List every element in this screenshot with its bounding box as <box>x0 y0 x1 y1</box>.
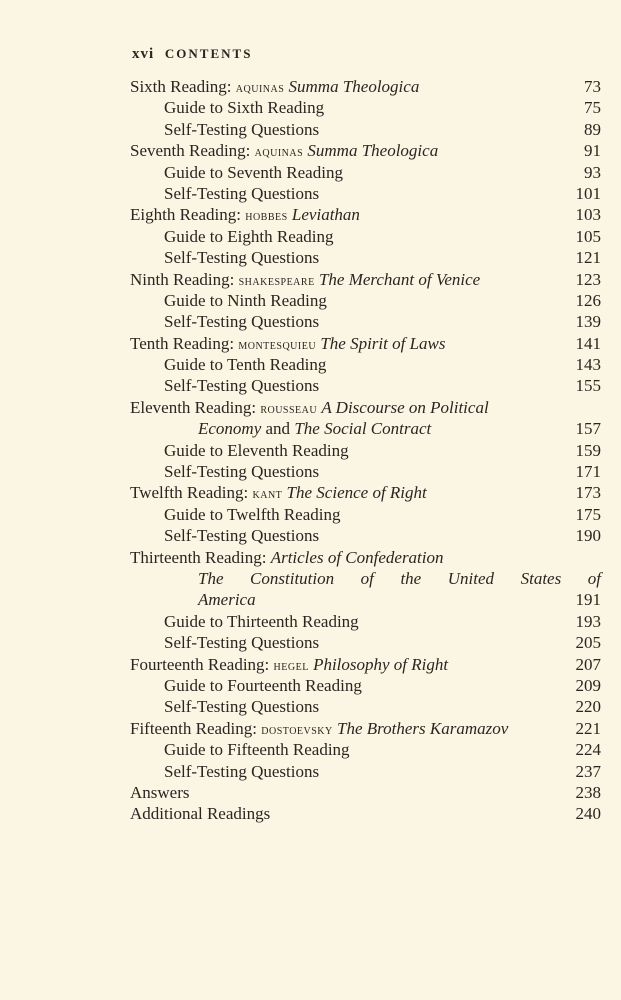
toc-entry-page: 209 <box>575 675 601 695</box>
toc-entry-page: 155 <box>575 376 601 396</box>
toc-entry-label: Guide to Seventh Reading <box>164 162 343 182</box>
toc-entry-work: Summa Theologica <box>307 141 439 161</box>
toc-entry <box>0 632 621 653</box>
toc-entry-text <box>164 440 349 461</box>
toc-entry-text <box>130 269 480 292</box>
toc-entry <box>0 119 621 140</box>
toc-entry-page: 237 <box>575 761 601 781</box>
toc-entry-label: Guide to Thirteenth Reading <box>164 611 359 631</box>
toc-entry-author: hegel <box>273 658 309 674</box>
toc-entry <box>0 675 621 696</box>
toc-entry-author: shakespeare <box>238 273 315 289</box>
toc-entry-work: Philosophy of Right <box>313 654 449 674</box>
toc-entry-page: 240 <box>575 804 601 824</box>
page-number: xvi <box>132 46 155 62</box>
toc-entry-text <box>130 718 508 741</box>
toc-entry-label: Self-Testing Questions <box>164 761 320 781</box>
toc-entry-text <box>164 761 319 782</box>
toc-entry <box>0 375 621 396</box>
toc-entry-page: 157 <box>575 419 601 439</box>
toc-entry-work: America <box>198 590 256 610</box>
toc-entry <box>0 97 621 118</box>
toc-entry-text <box>164 119 319 140</box>
toc-entry <box>0 482 621 503</box>
toc-entry <box>0 418 621 439</box>
toc-entry <box>0 333 621 354</box>
toc-entry-page: 207 <box>575 654 601 674</box>
toc-entry-author: rousseau <box>260 401 318 417</box>
toc-entry-text <box>130 204 360 227</box>
toc-entry-work: The Spirit of Laws <box>320 333 446 353</box>
toc-entry-text <box>164 183 319 204</box>
toc-entry-text <box>164 504 341 525</box>
toc-entry-page: 191 <box>575 590 601 610</box>
toc-entry-text <box>130 654 448 677</box>
toc-entry-page: 193 <box>575 611 601 631</box>
toc-entry-text <box>130 397 489 420</box>
toc-entry-work: The Social Contract <box>294 419 432 439</box>
toc-entry-label: Self-Testing Questions <box>164 697 320 717</box>
toc-entry <box>0 354 621 375</box>
toc-entry-page: 126 <box>575 290 601 310</box>
toc-entry-label: Self-Testing Questions <box>164 248 320 268</box>
toc-entry <box>0 568 621 589</box>
toc-entry <box>0 461 621 482</box>
toc-entry-label: Self-Testing Questions <box>164 633 320 653</box>
toc-entry-text <box>130 482 427 505</box>
toc-entry-work: Leviathan <box>291 205 360 225</box>
toc-entry-label: Sixth Reading: <box>130 77 232 96</box>
toc-entry-label: Thirteenth Reading: <box>130 547 267 567</box>
toc-entry-work: The Brothers Karamazov <box>337 718 509 738</box>
toc-entry-label: Guide to Sixth Reading <box>164 98 325 118</box>
toc-entry-text <box>164 226 334 247</box>
toc-entry-text <box>164 97 324 118</box>
toc-entry-label: Twelfth Reading: <box>130 483 249 503</box>
toc-entry-page: 159 <box>575 440 601 460</box>
toc-entry-page: 220 <box>575 697 601 717</box>
toc-entry <box>0 290 621 311</box>
toc-entry-page: 139 <box>575 312 601 332</box>
toc-entry <box>0 140 621 161</box>
toc-entry <box>0 803 621 824</box>
toc-entry-text <box>130 803 270 824</box>
toc-entry <box>0 440 621 461</box>
toc-entry-page: 143 <box>575 355 601 375</box>
toc-entry <box>0 76 621 97</box>
toc-entry <box>0 611 621 632</box>
toc-entry-label: Seventh Reading: <box>130 141 251 161</box>
toc-entry-text <box>164 247 319 268</box>
toc-entry-author: kant <box>252 487 283 503</box>
toc-entry <box>0 397 621 418</box>
toc-entry-page: 171 <box>575 462 601 482</box>
toc-entry-page: 73 <box>584 77 601 96</box>
toc-entry-page: 103 <box>575 205 601 225</box>
toc-entry-page: 91 <box>584 141 601 161</box>
toc-entry-page: 238 <box>575 782 601 802</box>
toc-entry-label: Self-Testing Questions <box>164 376 320 396</box>
toc-entry-work: The Science of Right <box>286 483 427 503</box>
toc-entry-connector: and <box>265 419 291 439</box>
toc-entry <box>0 162 621 183</box>
toc-entry-text <box>130 76 419 99</box>
toc-entry-label: Guide to Twelfth Reading <box>164 504 341 524</box>
toc-entry-text <box>164 290 327 311</box>
toc-entry-label: Eighth Reading: <box>130 205 241 225</box>
toc-entry <box>0 525 621 546</box>
toc-entry-label: Guide to Eleventh Reading <box>164 440 349 460</box>
toc-entry-author: hobbes <box>245 209 288 225</box>
toc-entry-label: Self-Testing Questions <box>164 119 320 139</box>
toc-entry-page: 101 <box>575 183 601 203</box>
toc-entry-label: Guide to Fifteenth Reading <box>164 740 350 760</box>
toc-entry-page: 224 <box>575 740 601 760</box>
toc-entry-text <box>164 632 319 653</box>
toc-entry <box>0 718 621 739</box>
toc-entry <box>0 547 621 568</box>
toc-entry-text <box>164 354 326 375</box>
toc-entry <box>0 269 621 290</box>
toc-entry-text <box>198 418 431 439</box>
toc-entry-work: The Merchant of Venice <box>318 269 481 289</box>
toc-entry-label: Self-Testing Questions <box>164 462 320 482</box>
toc-entry-text <box>130 333 445 356</box>
toc-entry-text <box>164 696 319 717</box>
toc-entry-label: Fifteenth Reading: <box>130 718 258 738</box>
toc-entry-work: A Discourse on Political <box>321 397 489 417</box>
toc-entry-author: dostoevsky <box>261 722 333 738</box>
toc-entry-work: Economy <box>198 419 262 439</box>
toc-entry-label: Self-Testing Questions <box>164 183 320 203</box>
toc-entry-page: 141 <box>575 333 601 353</box>
toc-entry-text <box>198 568 601 589</box>
toc-entry-page: 173 <box>575 483 601 503</box>
toc-entry-label: Guide to Eighth Reading <box>164 226 334 246</box>
toc-entry-label: Answers <box>130 782 190 802</box>
toc-entry-text <box>164 375 319 396</box>
toc-entry-author: aquinas <box>254 145 304 161</box>
toc-entry-page: 205 <box>575 633 601 653</box>
toc-entry <box>0 226 621 247</box>
toc-entry-text <box>164 525 319 546</box>
toc-entry-page: 175 <box>575 504 601 524</box>
toc-entry <box>0 739 621 760</box>
toc-entry-page: 123 <box>575 269 601 289</box>
toc-entry-label: Guide to Fourteenth Reading <box>164 675 362 695</box>
toc-entry-label: Tenth Reading: <box>130 333 235 353</box>
toc-entry-page: 89 <box>584 119 601 139</box>
toc-entry-label: Fourteenth Reading: <box>130 654 270 674</box>
page-title: CONTENTS <box>164 46 253 61</box>
toc-entry <box>0 183 621 204</box>
toc-entry-text <box>130 547 444 568</box>
toc-entry-text <box>198 589 256 610</box>
toc-entry-text <box>164 162 343 183</box>
toc-entry <box>0 311 621 332</box>
toc-entry-text <box>164 461 319 482</box>
toc-entry-page: 93 <box>584 162 601 182</box>
toc-entry-label: Eleventh Reading: <box>130 397 257 417</box>
toc-entry <box>0 761 621 782</box>
toc-entry-work: The Constitution of the United States of <box>198 568 601 588</box>
toc-entry <box>0 204 621 225</box>
toc-entry <box>0 504 621 525</box>
toc-entry-label: Self-Testing Questions <box>164 526 320 546</box>
toc-entry-author: aquinas <box>235 81 285 96</box>
toc-entry-text <box>130 140 438 163</box>
toc-entry-page: 75 <box>584 98 601 118</box>
toc-entry <box>0 247 621 268</box>
toc-entry-text <box>164 611 359 632</box>
toc-entry-page: 121 <box>575 248 601 268</box>
toc-entry-text <box>164 675 362 696</box>
toc-entry-label: Guide to Ninth Reading <box>164 290 327 310</box>
table-of-contents <box>0 76 621 825</box>
toc-entry <box>0 654 621 675</box>
toc-entry-work: Summa Theologica <box>288 77 420 96</box>
toc-entry-page: 221 <box>575 718 601 738</box>
toc-entry-label: Additional Readings <box>130 804 271 824</box>
toc-entry-label: Guide to Tenth Reading <box>164 355 327 375</box>
running-header <box>132 46 252 63</box>
toc-entry-text <box>164 739 350 760</box>
toc-entry-page: 190 <box>575 526 601 546</box>
toc-entry-label: Self-Testing Questions <box>164 312 320 332</box>
toc-entry-text <box>130 782 190 803</box>
toc-entry-text <box>164 311 319 332</box>
toc-entry <box>0 782 621 803</box>
toc-entry-work: Articles of Confederation <box>270 547 444 567</box>
toc-entry-label: Ninth Reading: <box>130 269 235 289</box>
toc-entry-page: 105 <box>575 226 601 246</box>
toc-entry <box>0 589 621 610</box>
toc-entry-author: montesquieu <box>238 337 317 353</box>
toc-entry <box>0 696 621 717</box>
